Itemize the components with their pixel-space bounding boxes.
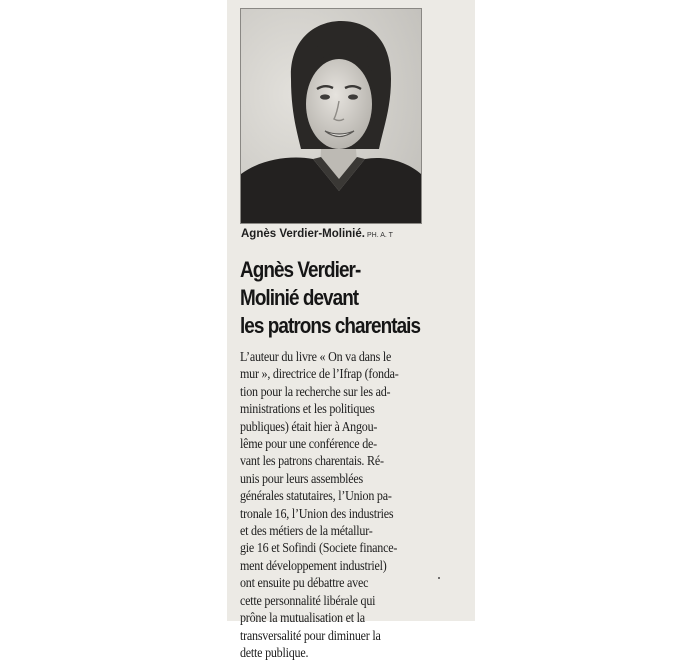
- article-body: [240, 348, 440, 661]
- body-line: tronale 16, l’Union des industries: [240, 505, 394, 521]
- portrait-photo: [240, 8, 422, 224]
- body-line: ministrations et les politiques: [240, 401, 375, 417]
- body-line: prône la mutualisation et la: [240, 610, 365, 626]
- headline-line: Agnès Verdier-: [240, 257, 361, 282]
- photo-credit: PH. A. T: [366, 232, 393, 239]
- body-line: unis pour leurs assemblées: [240, 470, 364, 486]
- body-line: et des métiers de la métallur-: [240, 523, 373, 539]
- body-line: dette publique.: [240, 644, 309, 660]
- body-line: gie 16 et Sofindi (Societe finance-: [240, 540, 398, 556]
- headline-line: Molinié devant: [240, 285, 359, 310]
- body-line: lême pour une conférence de-: [240, 436, 377, 452]
- body-line: publiques) était hier à Angou-: [240, 418, 378, 434]
- headline-line: les patrons charentais: [240, 313, 421, 338]
- body-line: ont ensuite pu débattre avec: [240, 575, 369, 591]
- body-line: tion pour la recherche sur les ad-: [240, 383, 391, 399]
- scan-speck: [438, 577, 440, 579]
- body-line: ment développement industriel): [240, 557, 387, 573]
- body-line: transversalité pour diminuer la: [240, 627, 381, 643]
- article-headline: [240, 256, 421, 340]
- portrait-illustration: [241, 9, 421, 223]
- caption-name: Agnès Verdier-Molinié.: [241, 228, 365, 240]
- newspaper-clipping: [227, 0, 475, 660]
- body-line: vant les patrons charentais. Ré-: [240, 453, 384, 469]
- body-line: cette personnalité libérale qui: [240, 592, 376, 608]
- body-line: L’auteur du livre « On va dans le: [240, 349, 392, 364]
- body-line: générales statutaires, l’Union pa-: [240, 488, 392, 504]
- body-line: mur », directrice de l’Ifrap (fonda-: [240, 366, 399, 382]
- photo-caption: [241, 228, 441, 240]
